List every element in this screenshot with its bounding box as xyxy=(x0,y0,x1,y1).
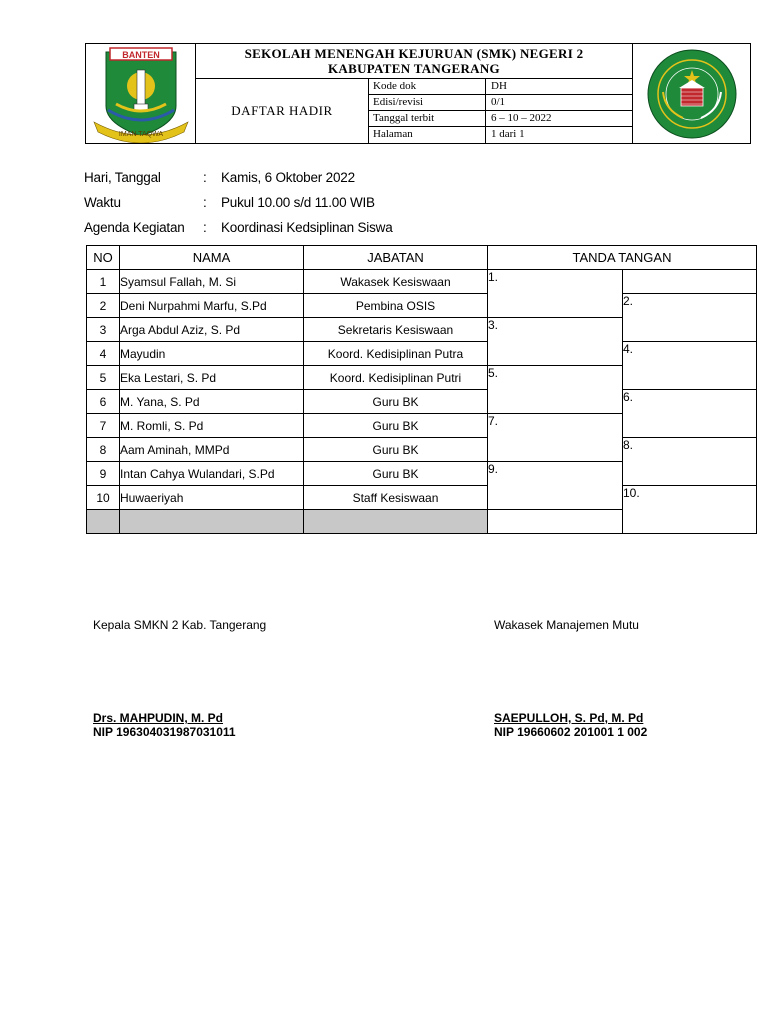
row-nama: Arga Abdul Aziz, S. Pd xyxy=(120,318,304,342)
school-line-2: KABUPATEN TANGERANG xyxy=(328,61,500,76)
signature-name: Drs. MAHPUDIN, M. Pd xyxy=(93,711,224,725)
info-value: Kamis, 6 Oktober 2022 xyxy=(221,170,355,185)
row-nama: Huwaeriyah xyxy=(120,486,304,510)
attendance-table xyxy=(86,245,757,534)
meta-row xyxy=(369,79,632,95)
row-nama: M. Yana, S. Pd xyxy=(120,390,304,414)
signature-right xyxy=(494,618,639,632)
banten-logo xyxy=(86,44,196,143)
signature-left-name-block xyxy=(93,711,236,739)
logo-text-banten: BANTEN xyxy=(122,50,160,60)
row-jabatan: Koord. Kedisiplinan Putra xyxy=(304,342,488,366)
row-no: 6 xyxy=(87,390,120,414)
table-row xyxy=(87,486,757,510)
school-name xyxy=(196,44,632,79)
row-jabatan: Wakasek Kesiswaan xyxy=(304,270,488,294)
row-jabatan: Staff Kesiswaan xyxy=(304,486,488,510)
document-meta xyxy=(369,79,632,143)
row-no: 8 xyxy=(87,438,120,462)
signature-cell[interactable]: 8. xyxy=(623,438,757,486)
info-value: Koordinasi Kedsiplinan Siswa xyxy=(221,220,393,235)
row-nama: Deni Nurpahmi Marfu, S.Pd xyxy=(120,294,304,318)
row-nama: Eka Lestari, S. Pd xyxy=(120,366,304,390)
signature-cell-empty xyxy=(623,270,757,294)
meta-key: Edisi/revisi xyxy=(373,96,424,108)
meta-key: Kode dok xyxy=(373,80,417,92)
row-jabatan: Guru BK xyxy=(304,390,488,414)
signature-title: Kepala SMKN 2 Kab. Tangerang xyxy=(93,618,267,632)
info-label: Hari, Tanggal xyxy=(84,170,161,185)
row-nama: Aam Aminah, MMPd xyxy=(120,438,304,462)
info-colon: : xyxy=(203,195,207,210)
signature-name: SAEPULLOH, S. Pd, M. Pd xyxy=(494,711,644,725)
table-row xyxy=(87,390,757,414)
signature-cell[interactable]: 10. xyxy=(623,486,757,534)
logo-text-iman-taqwa: IMAN TAQWA xyxy=(118,131,164,138)
row-jabatan: Guru BK xyxy=(304,414,488,438)
row-no: 5 xyxy=(87,366,120,390)
info-label: Agenda Kegiatan xyxy=(84,220,185,235)
meta-row xyxy=(369,111,632,127)
row-no: 7 xyxy=(87,414,120,438)
smkn2-emblem-icon xyxy=(633,44,751,143)
row-jabatan: Koord. Kedisiplinan Putri xyxy=(304,366,488,390)
table-header-row xyxy=(87,246,757,270)
row-no: 1 xyxy=(87,270,120,294)
signature-nip: NIP 196304031987031011 xyxy=(93,725,236,739)
row-nama: Mayudin xyxy=(120,342,304,366)
signature-cell[interactable]: 9. xyxy=(488,462,623,510)
row-nama: Intan Cahya Wulandari, S.Pd xyxy=(120,462,304,486)
row-jabatan: Sekretaris Kesiswaan xyxy=(304,318,488,342)
row-nama: Syamsul Fallah, M. Si xyxy=(120,270,304,294)
row-no: 9 xyxy=(87,462,120,486)
row-no: 2 xyxy=(87,294,120,318)
meta-key: Tanggal terbit xyxy=(373,112,435,124)
signature-right-name-block xyxy=(494,711,647,739)
meta-key: Halaman xyxy=(373,128,413,140)
info-label: Waktu xyxy=(84,195,121,210)
header-nama: NAMA xyxy=(120,246,304,270)
meta-value: 1 dari 1 xyxy=(491,128,525,140)
signature-cell[interactable]: 5. xyxy=(488,366,623,414)
meta-value: 0/1 xyxy=(491,96,506,108)
signature-cell[interactable]: 4. xyxy=(623,342,757,390)
table-row xyxy=(87,438,757,462)
signature-cell[interactable]: 2. xyxy=(623,294,757,342)
signature-left xyxy=(93,618,266,632)
info-colon: : xyxy=(203,170,207,185)
document-title: DAFTAR HADIR xyxy=(196,79,369,143)
table-row xyxy=(87,342,757,366)
school-line-1: SEKOLAH MENENGAH KEJURUAN (SMK) NEGERI 2 xyxy=(244,46,584,61)
table-row xyxy=(87,270,757,294)
meta-value: DH xyxy=(491,80,507,92)
meta-row xyxy=(369,95,632,111)
row-no: 3 xyxy=(87,318,120,342)
signature-cell[interactable]: 6. xyxy=(623,390,757,438)
document-header xyxy=(85,43,751,144)
signature-cell[interactable]: 3. xyxy=(488,318,623,366)
banten-emblem-icon xyxy=(86,44,196,143)
meta-value: 6 – 10 – 2022 xyxy=(491,112,552,124)
row-nama: M. Romli, S. Pd xyxy=(120,414,304,438)
empty-cell xyxy=(87,510,120,534)
row-jabatan: Guru BK xyxy=(304,438,488,462)
empty-cell xyxy=(488,510,623,534)
row-no: 10 xyxy=(87,486,120,510)
info-colon: : xyxy=(203,220,207,235)
signature-cell[interactable]: 7. xyxy=(488,414,623,462)
table-row xyxy=(87,294,757,318)
signature-nip: NIP 19660602 201001 1 002 xyxy=(494,725,648,739)
header-no: NO xyxy=(87,246,120,270)
header-tanda-tangan: TANDA TANGAN xyxy=(488,246,757,270)
info-value: Pukul 10.00 s/d 11.00 WIB xyxy=(221,195,375,210)
empty-cell xyxy=(304,510,488,534)
smkn2-logo xyxy=(632,44,750,143)
header-jabatan: JABATAN xyxy=(304,246,488,270)
signature-cell[interactable]: 1. xyxy=(488,270,623,318)
meta-row xyxy=(369,127,632,143)
signature-title: Wakasek Manajemen Mutu xyxy=(494,618,639,632)
row-no: 4 xyxy=(87,342,120,366)
row-jabatan: Pembina OSIS xyxy=(304,294,488,318)
row-jabatan: Guru BK xyxy=(304,462,488,486)
empty-cell xyxy=(120,510,304,534)
